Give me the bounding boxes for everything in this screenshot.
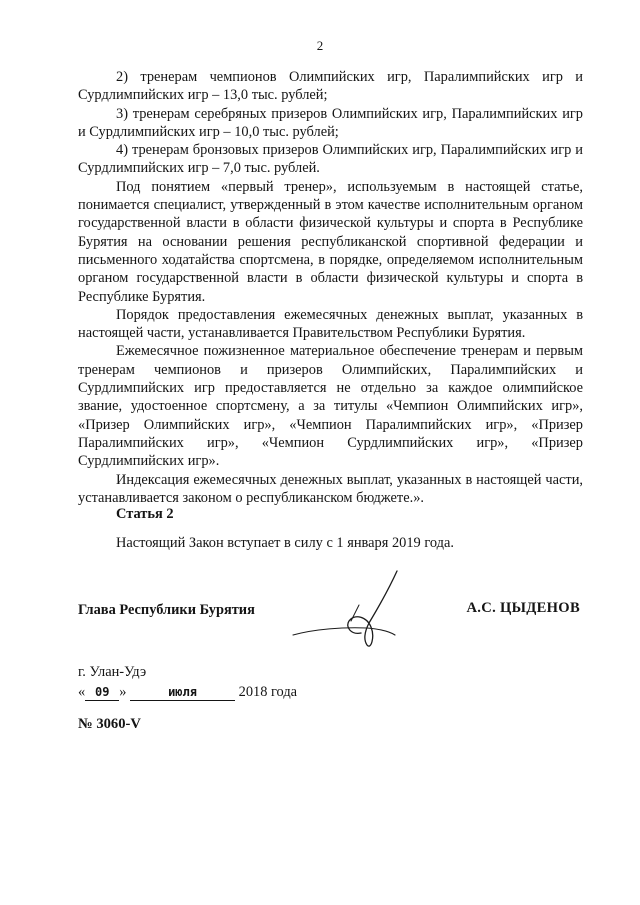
article-text: Настоящий Закон вступает в силу с 1 января 2019 года.	[116, 535, 454, 551]
paragraph-lifetime-support: Ежемесячное пожизненное материальное обеспечение тренерам и первым тренерам чемпионов и призеров Олимпийских, Паралимпийских и Сурдлимпийских игр предоставляется не отдельно за каждое олимпийское звание, удостоенное спортсмену, а за титулы «Чемпион Олимпийских игр», «Призер Олимпийских игр», «Чемпион Паралимпийских игр», «Призер Паралимпийских игр», «Чемпион Сурдлимпийских игр», «Призер Сурдлимпийских игр».	[78, 343, 583, 470]
date-line	[78, 684, 297, 701]
date-day: 09	[85, 685, 119, 701]
law-number: № 3060-V	[78, 716, 141, 732]
paragraph-first-coach-definition: Под понятием «первый тренер», используемым в настоящей статье, понимается специалист, утвержденный в этом качестве исполнительным органом государственной власти в области физической культуры и спорта в Республике Бурятия на основании решения республиканской спортивной федерации и письменного ходатайства спортсмена, в порядке, определяемом исполнительным органом государственной власти в области физической культуры и спорта в Республике Бурятия.	[78, 178, 583, 305]
signatory-name: А.С. ЦЫДЕНОВ	[466, 600, 580, 616]
law-body-text	[78, 68, 583, 507]
paragraph-item-3-silver: 3) тренерам серебряных призеров Олимпийских игр, Паралимпийских игр и Сурдлимпийских игр – 10,0 тыс. рублей;	[78, 105, 583, 140]
date-close-quote: »	[119, 684, 127, 700]
paragraph-indexation: Индексация ежемесячных денежных выплат, указанных в настоящей части, устанавливается законом о республиканском бюджете.».	[78, 471, 583, 506]
paragraph-payment-procedure: Порядок предоставления ежемесячных денежных выплат, указанных в настоящей части, устанавливается Правительством Республики Бурятия.	[78, 306, 583, 342]
signatory-title: Глава Республики Бурятия	[78, 602, 255, 618]
paragraph-item-2-champions: 2) тренерам чемпионов Олимпийских игр, Паралимпийских игр и Сурдлимпийских игр – 13,0 тыс. рублей;	[78, 69, 583, 104]
article-heading: Статья 2	[116, 506, 174, 522]
date-year: 2018 года	[238, 684, 298, 700]
paragraph-item-4-bronze: 4) тренерам бронзовых призеров Олимпийских игр, Паралимпийских игр и Сурдлимпийских игр – 7,0 тыс. рублей.	[78, 142, 583, 177]
date-open-quote: «	[78, 684, 86, 700]
place-of-signing: г. Улан-Удэ	[78, 664, 147, 680]
page-number: 2	[316, 38, 324, 53]
date-month: июля	[130, 685, 235, 701]
handwritten-signature	[285, 565, 415, 655]
